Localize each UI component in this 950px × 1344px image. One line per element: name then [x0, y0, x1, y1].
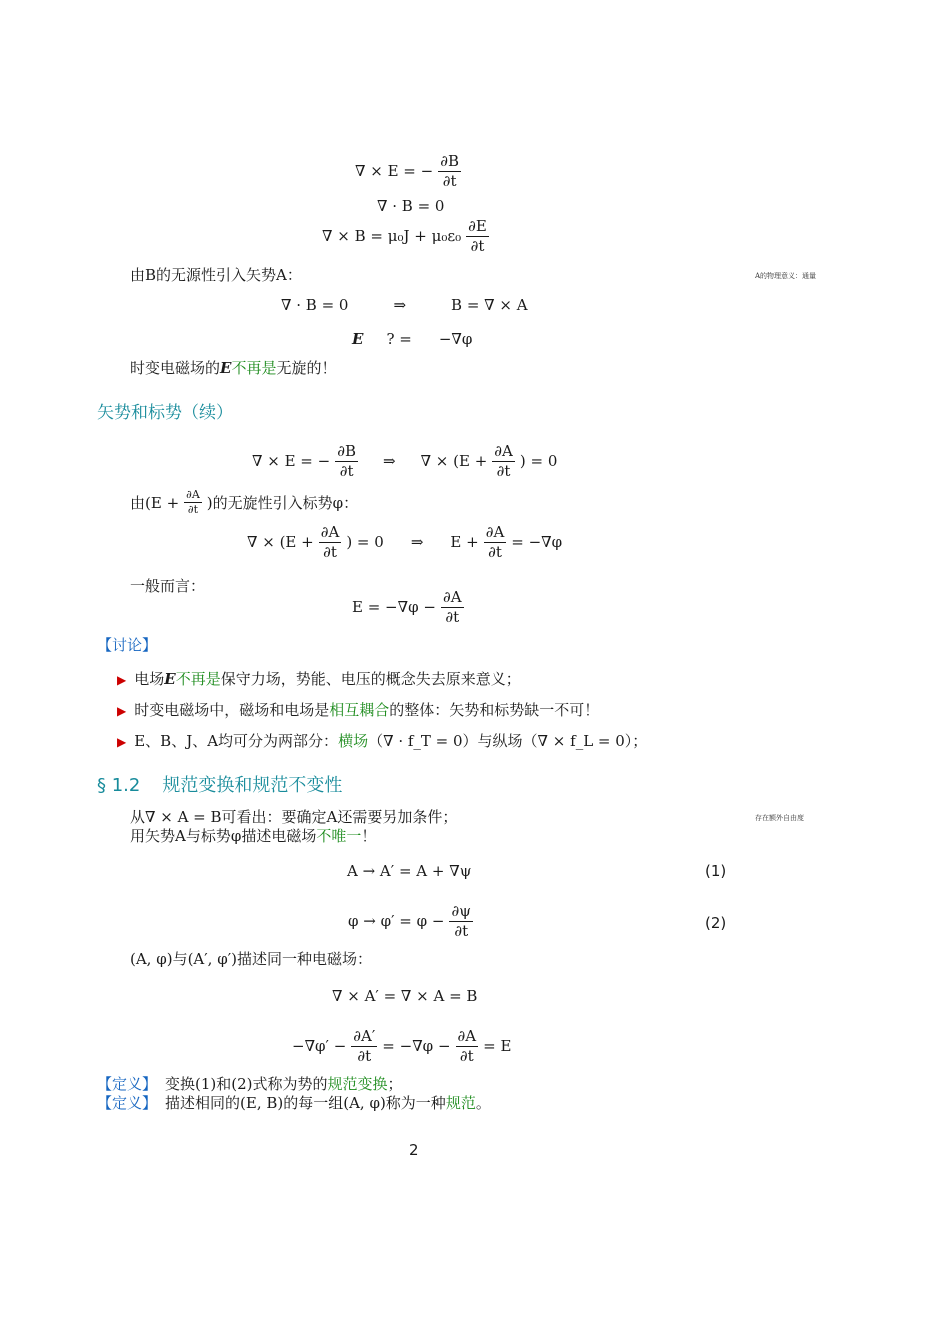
definition-2: 【定义】 描述相同的(E, B)的每一组(A, φ)称为一种规范。 — [97, 1094, 491, 1112]
time-varying-statement: 时变电磁场的E不再是无旋的！ — [130, 359, 337, 377]
subsection-heading: § 1.2 规范变换和规范不变性 — [97, 775, 343, 796]
div-b-equation: ∇ · B = 0 ⇒ B = ∇ × A — [281, 296, 528, 314]
discussion-label: 【讨论】 — [97, 636, 158, 654]
bullet-triangle-icon: ▶ — [117, 673, 127, 687]
side-note-freedom: 存在额外自由度 — [755, 814, 804, 822]
maxwell-eq-3: ∇ × B = μ₀J + μ₀ε₀ $\frac{\partial E}{\partial t}$ — [322, 217, 487, 255]
section-heading-potentials: 矢势和标势（续） — [97, 403, 233, 423]
bullet-triangle-icon: ▶ — [117, 704, 127, 718]
gauge-transform-phi: φ → φ′ = φ − $\frac{\partial\psi}{\partial t}$ — [348, 902, 471, 940]
equation-number-2: (2) — [705, 914, 727, 932]
gradient-invariance-equation: −∇φ′ − $\frac{\partial A'}{\partial t}$ = −∇φ − $\frac{\partial A}{\partial t}$ = E — [292, 1027, 512, 1065]
same-field-statement: (A, φ)与(A′, φ′)描述同一种电磁场： — [130, 950, 372, 968]
gauge-transform-a: A → A′ = A + ∇ψ — [347, 862, 472, 880]
discussion-item-1: ▶ 电场E不再是保守力场，势能、电压的概念失去原来意义； — [117, 670, 521, 688]
vector-potential-intro: 由B的无源性引入矢势A： — [130, 266, 302, 284]
discussion-item-2: ▶ 时变电磁场中，磁场和电场是相互耦合的整体：矢势和标势缺一不可！ — [117, 701, 600, 719]
discussion-item-3: ▶ E、B、J、A均可分为两部分：横场（∇ · f_T = 0）与纵场（∇ × f_L = 0）； — [117, 732, 648, 750]
scalar-potential-intro: 由(E + $\frac{\partial A}{\partial t}$ )的无旋性引入标势φ： — [130, 488, 359, 517]
e-general-equation: E = −∇φ − $\frac{\partial A}{\partial t}$ — [352, 588, 462, 626]
curl-invariance-equation: ∇ × A′ = ∇ × A = B — [332, 987, 478, 1005]
maxwell-eq-2: ∇ · B = 0 — [377, 197, 445, 215]
equation-number-1: (1) — [705, 862, 727, 880]
scalar-potential-equation: ∇ × (E + $\frac{\partial A}{\partial t}$ ) = 0 ⇒ E + $\frac{\partial A}{\partial t}$ = −∇φ — [247, 523, 563, 561]
bullet-triangle-icon: ▶ — [117, 735, 127, 749]
curl-e-equation: ∇ × E = − $\frac{\partial B}{\partial t}$ ⇒ ∇ × (E + $\frac{\partial A}{\partial t}$ ) = 0 — [252, 442, 558, 480]
gauge-intro-line-1: 从∇ × A = B可看出：要确定A还需要另加条件； — [130, 808, 458, 826]
side-note-flux: A的物理意义：通量 — [755, 272, 817, 280]
e-question-equation: E ? = −∇φ — [352, 330, 473, 348]
gauge-intro-line-2: 用矢势A与标势φ描述电磁场不唯一！ — [130, 827, 377, 845]
maxwell-eq-1: ∇ × E = − $\frac{\partial B}{\partial t}$ — [355, 152, 459, 190]
general-statement: 一般而言： — [130, 577, 206, 595]
definition-1: 【定义】 变换(1)和(2)式称为势的规范变换； — [97, 1075, 403, 1093]
page-number: 2 — [409, 1141, 419, 1159]
